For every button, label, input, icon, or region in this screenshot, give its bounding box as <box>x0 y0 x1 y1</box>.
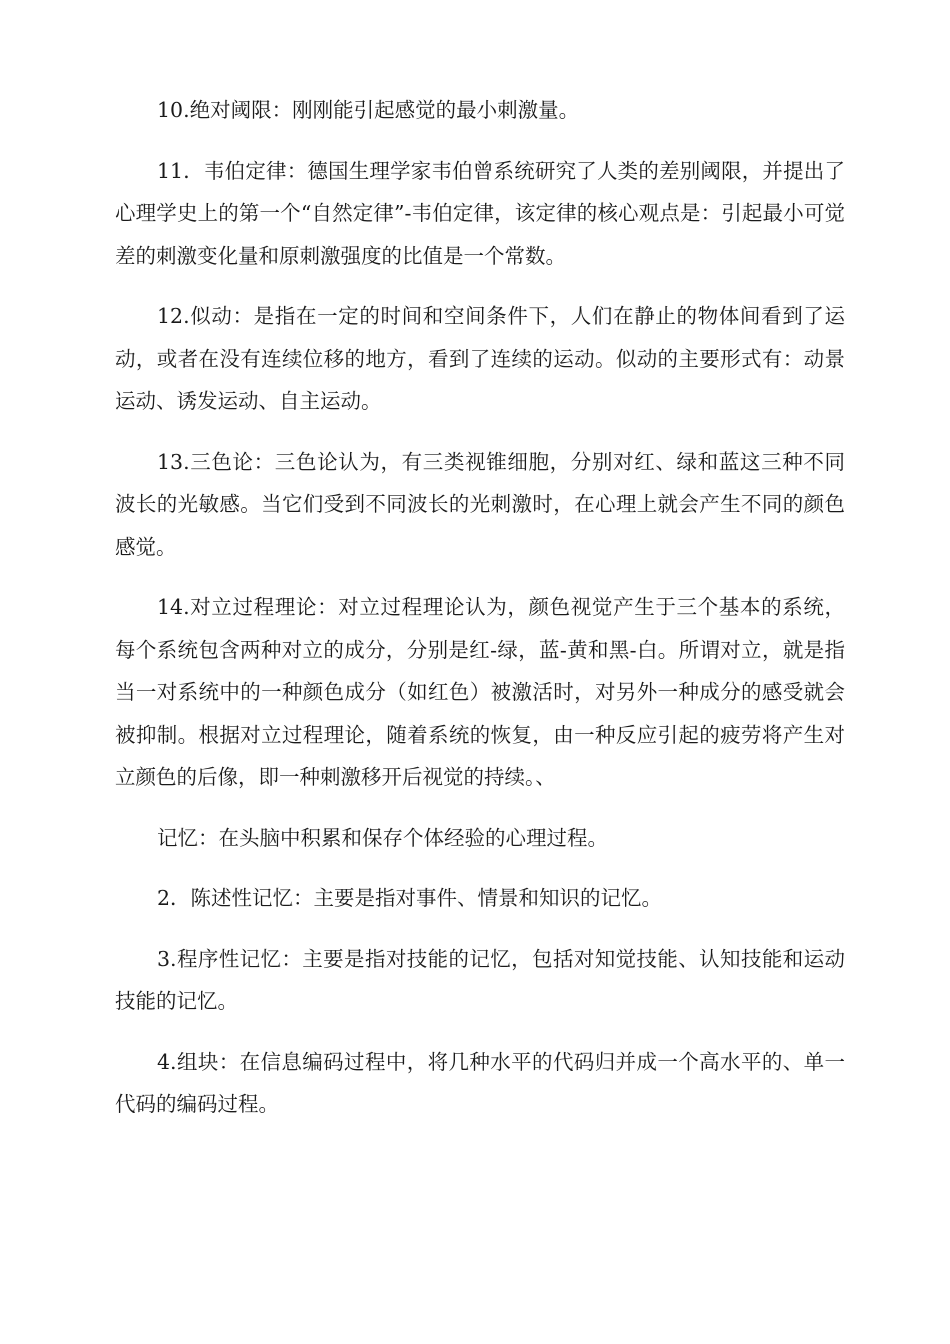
paragraph-memory: 记忆：在头脑中积累和保存个体经验的心理过程。 <box>157 825 608 850</box>
paragraph-trichromatic-theory: 13.三色论：三色论认为，有三类视锥细胞，分别对红、绿和蓝这三种不同波长的光敏感。当它们受到不同波长的光刺激时，在心理上就会产生不同的颜色感觉。 <box>115 449 845 559</box>
paragraph-weber-law: 11．韦伯定律：德国生理学家韦伯曾系统研究了人类的差别阈限，并提出了心理学史上的第一个“自然定律”-韦伯定律，该定律的核心观点是：引起最小可觉差的刺激变化量和原刺激强度的比值是一个常数。 <box>115 158 845 268</box>
paragraph-opponent-process-theory: 14.对立过程理论：对立过程理论认为，颜色视觉产生于三个基本的系统，每个系统包含两种对立的成分，分别是红-绿，蓝-黄和黑-白。所谓对立，就是指当一对系统中的一种颜色成分（如红色）被激活时，对另外一种成分的感受就会被抑制。根据对立过程理论，随着系统的恢复，由一种反应引起的疲劳将产生对立颜色的后像，即一种刺激移开后视觉的持续。、 <box>115 595 845 789</box>
paragraph-chunking: 4.组块：在信息编码过程中，将几种水平的代码归并成一个高水平的、单一代码的编码过程。 <box>115 1049 845 1116</box>
paragraph-declarative-memory: 2．陈述性记忆：主要是指对事件、情景和知识的记忆。 <box>157 886 663 910</box>
paragraph-procedural-memory: 3.程序性记忆：主要是指对技能的记忆，包括对知觉技能、认知技能和运动技能的记忆。 <box>115 946 845 1013</box>
paragraph-apparent-motion: 12.似动：是指在一定的时间和空间条件下，人们在静止的物体间看到了运动，或者在没有连续位移的地方，看到了连续的运动。似动的主要形式有：动景运动、诱发运动、自主运动。 <box>115 304 845 413</box>
paragraph-absolute-threshold: 10.绝对阈限：刚刚能引起感觉的最小刺激量。 <box>157 98 580 122</box>
document-body <box>115 89 845 1144</box>
